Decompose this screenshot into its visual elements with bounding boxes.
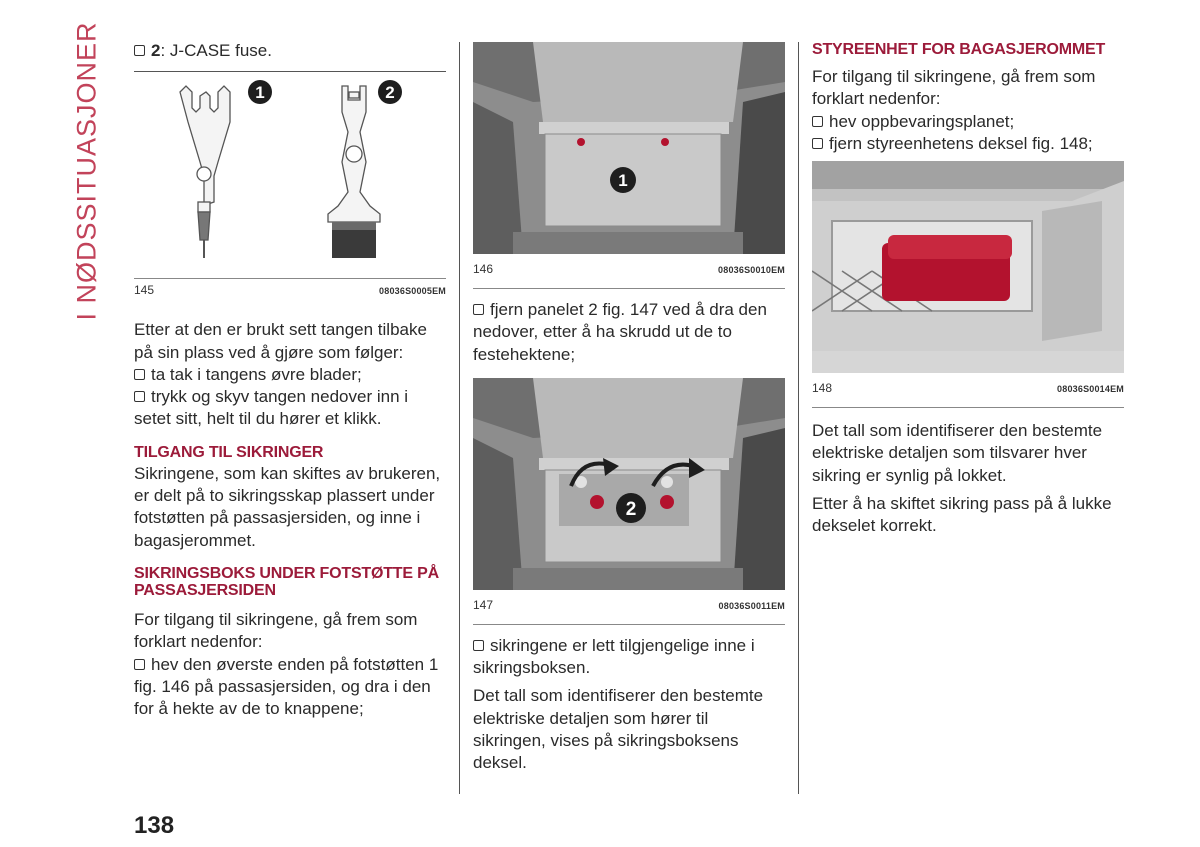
fuse-puller-illustration <box>134 72 446 278</box>
section-heading: STYREENHET FOR BAGASJEROMMET <box>812 41 1106 58</box>
figure-147 <box>473 378 785 590</box>
figure-bottom-rule <box>473 624 785 625</box>
list-item <box>134 364 446 386</box>
list-item-text: ta tak i tangens øvre blader; <box>151 364 362 384</box>
section-heading: TILGANG TIL SIKRINGER <box>134 443 324 461</box>
item-number: 2 <box>151 41 161 60</box>
callout-2: 2 <box>385 83 395 103</box>
figure-number: 146 <box>473 262 494 276</box>
figure-number: 145 <box>134 283 155 298</box>
callout-2: 2 <box>625 498 637 520</box>
paragraph: Det tall som identifiserer den bestemte elektriske detaljen som hører til sikringen, vises på sikringsboksens deksel. <box>473 686 764 773</box>
bullet-square-icon <box>134 369 145 380</box>
list-item-text: trykk og skyv tangen nedover inn i setet sitt, helt til du hører et klikk. <box>134 387 409 429</box>
paragraph: For tilgang til sikringene, gå frem som forklart nedenfor: <box>812 67 1096 109</box>
list-item <box>812 133 1124 155</box>
callout-1: 1 <box>255 83 265 103</box>
bullet-square-icon <box>812 138 823 149</box>
paragraph: Det tall som identifiserer den bestemte elektriske detaljen som tilsvarer hver sikring er synlig på lokket. <box>812 421 1103 485</box>
list-item-text: fjern panelet 2 fig. 147 ved å dra den nedover, etter å ha skrudd ut de to festehektene; <box>473 300 767 364</box>
figure-146-caption <box>473 262 785 276</box>
figure-code: 08036S0005EM <box>379 286 446 297</box>
figure-number: 148 <box>812 381 833 396</box>
list-item-j-case <box>134 40 446 62</box>
column-3 <box>812 41 1124 538</box>
list-item <box>473 299 785 366</box>
callout-1: 1 <box>618 171 628 190</box>
paragraph: Etter at den er brukt sett tangen tilbake på sin plass ved å gjøre som følger: <box>134 320 427 362</box>
bullet-square-icon <box>473 640 484 651</box>
list-item <box>812 111 1124 133</box>
figure-148 <box>812 161 1124 373</box>
figure-145-caption <box>134 283 446 297</box>
trunk-control-unit-photo <box>812 161 1124 373</box>
column-divider-right <box>798 42 799 794</box>
bullet-square-icon <box>134 45 145 56</box>
list-item <box>134 386 446 431</box>
section-side-tab <box>70 21 104 321</box>
column-divider-left <box>459 42 460 794</box>
figure-code: 08036S0011EM <box>718 600 785 611</box>
bullet-square-icon <box>812 116 823 127</box>
item-text: : J-CASE fuse. <box>160 41 272 60</box>
page-number: 138 <box>134 812 175 839</box>
figure-number: 147 <box>473 597 494 612</box>
list-item-text: fjern styreenhetens deksel fig. 148; <box>829 133 1093 153</box>
figure-148-caption <box>812 381 1124 395</box>
paragraph: For tilgang til sikringene, gå frem som forklart nedenfor: <box>134 609 418 652</box>
fuse-panel-photo <box>473 378 785 590</box>
figure-code: 08036S0010EM <box>718 265 785 275</box>
list-item-text: hev oppbevaringsplanet; <box>829 111 1015 131</box>
list-item-text: sikringene er lett tilgjengelige inne i sikringsboksen. <box>473 635 755 678</box>
bullet-square-icon <box>473 304 484 315</box>
section-heading: SIKRINGSBOKS UNDER FOTSTØTTE PÅ PASSASJERSIDEN <box>134 564 439 599</box>
bullet-square-icon <box>134 391 145 402</box>
list-item <box>134 654 446 721</box>
column-1 <box>134 38 446 720</box>
figure-146 <box>473 42 785 254</box>
list-item <box>473 635 785 680</box>
figure-bottom-rule <box>812 407 1124 408</box>
figure-bottom-rule <box>473 288 785 289</box>
footrest-photo <box>473 42 785 254</box>
figure-bottom-rule <box>134 278 446 279</box>
figure-145 <box>134 72 446 278</box>
list-item-text: hev den øverste enden på fotstøtten 1 fig. 146 på passasjersiden, og dra i den for å hekte av de to knappene; <box>134 654 439 719</box>
paragraph: Etter å ha skiftet sikring pass på å lukke dekselet korrekt. <box>812 494 1112 536</box>
bullet-square-icon <box>134 659 145 670</box>
figure-code: 08036S0014EM <box>1057 384 1124 395</box>
paragraph: Sikringene, som kan skiftes av brukeren, er delt på to sikringsskap plassert under fotstøtten på passasjersiden, og inne i bagasjerommet. <box>134 463 441 550</box>
column-2 <box>473 42 785 775</box>
section-side-tab-label: I NØDSSITUASJONER <box>71 21 102 321</box>
figure-147-caption <box>473 598 785 612</box>
